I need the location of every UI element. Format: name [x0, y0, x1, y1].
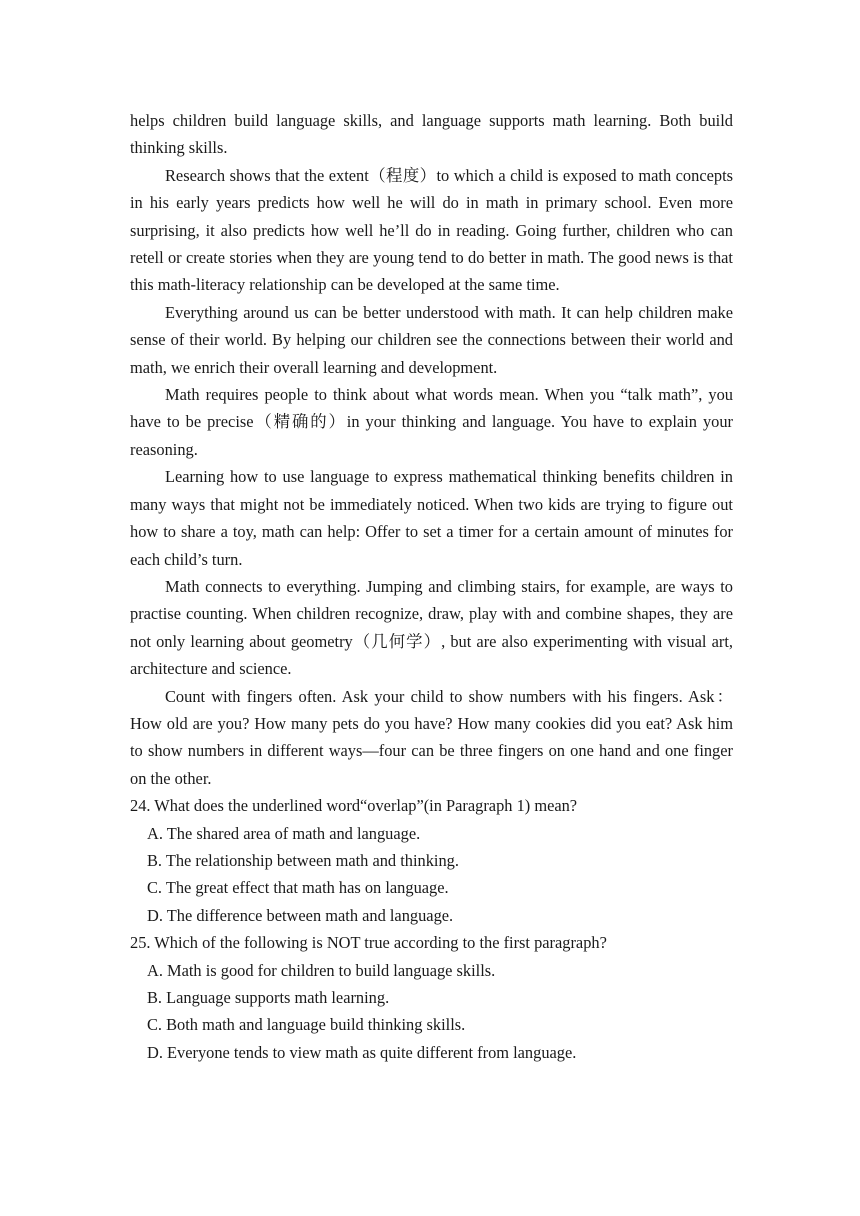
- passage-paragraph-1: helps children build language skills, and language supports math learning. Both build thinking skills.: [130, 111, 733, 158]
- passage-paragraph-7: Count with fingers often. Ask your child to show numbers with his fingers. Ask：How old are you? How many pets do you have? How many cookies did you eat? Ask him to show numbers in different ways—four can be three fingers on one hand and one finger on the other.: [130, 686, 733, 788]
- question-24: [130, 792, 733, 929]
- passage-paragraph-6: Math connects to everything. Jumping and climbing stairs, for example, are ways to practise counting. When children recognize, draw, play with and combine shapes, they are not only learning about geometry（几何学）, but are also experimenting with visual art, architecture and science.: [130, 576, 733, 679]
- question-stem: 25. Which of the following is NOT true according to the first paragraph?: [130, 933, 607, 953]
- answer-option-d: D. Everyone tends to view math as quite different from language.: [147, 1042, 577, 1062]
- answer-option-b: B. The relationship between math and thinking.: [147, 850, 459, 870]
- answer-option-c: C. The great effect that math has on language.: [147, 878, 449, 898]
- question-25: [130, 929, 733, 1066]
- passage-paragraph-5: Learning how to use language to express mathematical thinking benefits children in many ways that might not be immediately noticed. When two kids are trying to figure out how to share a toy, math can help: Offer to set a timer for a certain amount of minutes for each child’s turn.: [130, 467, 733, 569]
- answer-option-a: A. The shared area of math and language.: [147, 823, 421, 843]
- answer-option-b: B. Language supports math learning.: [147, 988, 390, 1007]
- passage-paragraph-4: Math requires people to think about what words mean. When you “talk math”, you have to be precise（精确的）in your thinking and language. You have to explain your reasoning.: [130, 385, 733, 459]
- answer-option-d: D. The difference between math and language.: [147, 905, 454, 925]
- reading-passage: [130, 107, 733, 792]
- question-stem: 24. What does the underlined word“overlap”(in Paragraph 1) mean?: [130, 796, 578, 816]
- document-page: [130, 107, 733, 1066]
- passage-paragraph-2: Research shows that the extent（程度）to which a child is exposed to math concepts in his early years predicts how well he will do in math in primary school. Even more surprising, it also predicts how well he’ll do in reading. Going further, children who can retell or create stories when they are young tend to do better in math. The good news is that this math-literacy relationship can be developed at the same time.: [130, 165, 733, 295]
- answer-option-a: A. Math is good for children to build language skills.: [147, 960, 496, 980]
- answer-options: [130, 820, 733, 930]
- answer-option-c: C. Both math and language build thinking skills.: [147, 1015, 466, 1035]
- answer-options: [130, 957, 733, 1067]
- passage-paragraph-3: Everything around us can be better understood with math. It can help children make sense of their world. By helping our children see the connections between their world and math, we enrich their overall learning and development.: [130, 302, 733, 377]
